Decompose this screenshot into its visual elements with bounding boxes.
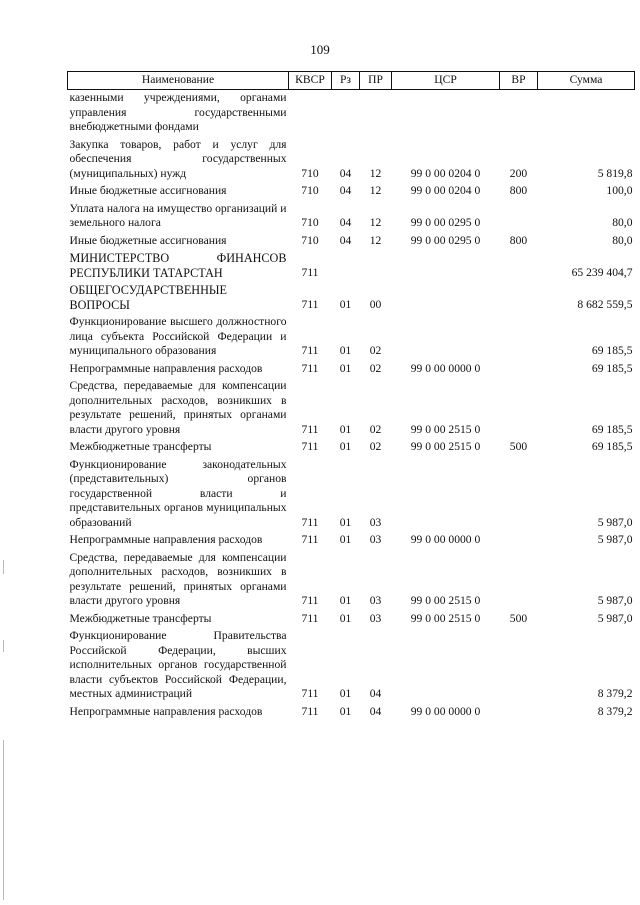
- pr-cell: 02: [369, 361, 382, 375]
- kvsr-cell: 711: [301, 704, 319, 718]
- pr-cell: 12: [369, 166, 382, 180]
- row-name-cell: Иные бюджетные ассигнования: [69, 184, 227, 197]
- scan-edge-mark: [3, 740, 4, 900]
- vr-cell: [500, 457, 538, 533]
- rz-cell: 01: [339, 440, 352, 453]
- vr-cell: 800: [509, 184, 528, 197]
- budget-table: [67, 71, 635, 721]
- pr-cell: 12: [369, 233, 382, 247]
- table-row: [68, 457, 635, 533]
- row-name-cell: Межбюджетные трансферты: [69, 440, 212, 453]
- table-row: [68, 90, 635, 137]
- rz-cell: 01: [339, 515, 352, 529]
- pr-cell: 02: [369, 422, 382, 436]
- csr-cell: 99 0 00 0000 0: [410, 704, 481, 718]
- column-header-rz: Рз: [332, 72, 360, 90]
- vr-cell: [500, 314, 538, 361]
- vr-cell: 500: [509, 440, 528, 453]
- vr-cell: [500, 90, 538, 137]
- rz-cell: [332, 250, 360, 282]
- table-row: [68, 201, 635, 233]
- csr-cell: 99 0 00 2515 0: [410, 611, 481, 625]
- sum-cell: 69 185,5: [591, 344, 633, 357]
- vr-cell: [500, 282, 538, 314]
- vr-cell: [500, 532, 538, 550]
- pr-cell: 04: [369, 704, 382, 718]
- table-row: [68, 137, 635, 184]
- kvsr-cell: 710: [301, 216, 319, 229]
- kvsr-cell: 711: [301, 611, 319, 625]
- kvsr-cell: 711: [301, 265, 319, 279]
- rz-cell: 04: [339, 166, 352, 180]
- sum-cell: 100,0: [606, 184, 633, 197]
- csr-cell: 99 0 00 2515 0: [410, 422, 481, 436]
- row-name-cell: Средства, передаваемые для компенсации дополнительных расходов, возникших в результате решений, принятых органами власти другого уровня: [69, 379, 287, 436]
- kvsr-cell: [289, 90, 332, 137]
- row-name-cell: Иные бюджетные ассигнования: [69, 233, 227, 247]
- kvsr-cell: 710: [301, 233, 319, 247]
- rz-cell: 04: [339, 184, 352, 197]
- csr-cell: 99 0 00 0000 0: [410, 361, 481, 375]
- vr-cell: [500, 201, 538, 233]
- kvsr-cell: 711: [301, 422, 319, 436]
- table-row: [68, 233, 635, 251]
- sum-cell: 80,0: [612, 233, 633, 247]
- table-row: [68, 550, 635, 611]
- pr-cell: 00: [369, 297, 382, 311]
- rz-cell: 01: [339, 687, 352, 700]
- table-row: [68, 183, 635, 201]
- row-name-cell: Непрограммные направления расходов: [69, 533, 263, 546]
- table-body: [68, 90, 635, 722]
- sum-cell: 80,0: [612, 216, 633, 229]
- csr-cell: 99 0 00 0204 0: [410, 184, 481, 197]
- rz-cell: 01: [339, 361, 352, 375]
- scan-edge-mark: [3, 640, 4, 652]
- table-row: [68, 532, 635, 550]
- vr-cell: 200: [509, 166, 528, 180]
- pr-cell: 03: [369, 515, 382, 529]
- column-header-csr: ЦСР: [392, 72, 500, 90]
- kvsr-cell: 711: [301, 344, 319, 357]
- row-name-cell: Функционирование законодательных (представительных) органов государственной власти и представительных органов муниципальных образований: [69, 457, 287, 529]
- rz-cell: 01: [339, 297, 352, 311]
- vr-cell: [500, 628, 538, 704]
- sum-cell: 5 987,0: [597, 594, 633, 607]
- pr-cell: [360, 90, 392, 137]
- sum-cell: 8 379,2: [597, 687, 633, 700]
- rz-cell: [332, 90, 360, 137]
- row-name-cell: Функционирование Правительства Российской Федерации, высших исполнительных органов государственной власти субъектов Российской Федерации, местных администраций: [69, 629, 287, 700]
- vr-cell: [500, 250, 538, 282]
- csr-cell: 99 0 00 0204 0: [410, 166, 481, 180]
- column-header-sum: Сумма: [538, 72, 635, 90]
- pr-cell: 03: [369, 611, 382, 625]
- csr-cell: 99 0 00 2515 0: [410, 594, 481, 607]
- kvsr-cell: 711: [301, 594, 319, 607]
- csr-cell: [392, 314, 500, 361]
- rz-cell: 01: [339, 533, 352, 546]
- csr-cell: [392, 457, 500, 533]
- vr-cell: 500: [509, 611, 528, 625]
- row-name-cell: казенными учреждениями, органами управления государственными внебюджетными фондами: [69, 91, 287, 133]
- sum-cell: 69 185,5: [591, 361, 633, 375]
- csr-cell: [392, 250, 500, 282]
- table-row: [68, 282, 635, 314]
- vr-cell: 800: [509, 233, 528, 247]
- vr-cell: [500, 361, 538, 379]
- column-header-vr: ВР: [500, 72, 538, 90]
- sum-cell: [538, 90, 635, 137]
- pr-cell: 04: [369, 687, 382, 700]
- kvsr-cell: 711: [301, 687, 319, 700]
- csr-cell: [392, 90, 500, 137]
- row-name-cell: ОБЩЕГОСУДАРСТВЕННЫЕ ВОПРОСЫ: [69, 283, 227, 312]
- column-header-name: Наименование: [68, 72, 289, 90]
- rz-cell: 01: [339, 594, 352, 607]
- scan-edge-mark: [3, 560, 4, 574]
- row-name-cell: МИНИСТЕРСТВО ФИНАНСОВ РЕСПУБЛИКИ ТАТАРСТАН: [69, 251, 287, 280]
- rz-cell: 01: [339, 422, 352, 436]
- row-name-cell: Уплата налога на имущество организаций и земельного налога: [69, 201, 287, 229]
- pr-cell: 03: [369, 594, 382, 607]
- row-name-cell: Закупка товаров, работ и услуг для обеспечения государственных (муниципальных) нужд: [69, 137, 287, 180]
- table-row: [68, 704, 635, 722]
- pr-cell: 03: [369, 533, 382, 546]
- kvsr-cell: 710: [301, 166, 319, 180]
- sum-cell: 65 239 404,7: [571, 265, 633, 279]
- table-row: [68, 250, 635, 282]
- sum-cell: 5 987,0: [597, 611, 633, 625]
- vr-cell: [500, 704, 538, 722]
- page-number: 109: [310, 42, 330, 57]
- column-header-pr: ПР: [360, 72, 392, 90]
- sum-cell: 69 185,5: [591, 422, 633, 436]
- kvsr-cell: 711: [301, 440, 319, 453]
- kvsr-cell: 711: [301, 533, 319, 546]
- sum-cell: 5 987,0: [597, 515, 633, 529]
- rz-cell: 01: [339, 704, 352, 718]
- pr-cell: 12: [369, 216, 382, 229]
- row-name-cell: Функционирование высшего должностного лица субъекта Российской Федерации и муниципального образования: [69, 315, 287, 357]
- vr-cell: [500, 550, 538, 611]
- rz-cell: 01: [339, 611, 352, 625]
- row-name-cell: Непрограммные направления расходов: [69, 704, 263, 718]
- sum-cell: 5 987,0: [597, 533, 633, 546]
- sum-cell: 8 379,2: [597, 704, 633, 718]
- rz-cell: 01: [339, 344, 352, 357]
- table-row: [68, 439, 635, 457]
- csr-cell: 99 0 00 2515 0: [410, 440, 481, 453]
- sum-cell: 8 682 559,5: [577, 297, 633, 311]
- pr-cell: 02: [369, 344, 382, 357]
- row-name-cell: Межбюджетные трансферты: [69, 611, 212, 625]
- csr-cell: [392, 628, 500, 704]
- table-header-row: [68, 72, 635, 90]
- table-row: [68, 628, 635, 704]
- rz-cell: 04: [339, 233, 352, 247]
- kvsr-cell: 711: [301, 297, 319, 311]
- csr-cell: 99 0 00 0000 0: [410, 533, 481, 546]
- pr-cell: 12: [369, 184, 382, 197]
- table-row: [68, 361, 635, 379]
- csr-cell: [392, 282, 500, 314]
- row-name-cell: Средства, передаваемые для компенсации дополнительных расходов, возникших в результате решений, принятых органами власти другого уровня: [69, 550, 287, 607]
- rz-cell: 04: [339, 216, 352, 229]
- table-row: [68, 378, 635, 439]
- vr-cell: [500, 378, 538, 439]
- kvsr-cell: 710: [301, 184, 319, 197]
- csr-cell: 99 0 00 0295 0: [410, 216, 481, 229]
- csr-cell: 99 0 00 0295 0: [410, 233, 481, 247]
- row-name-cell: Непрограммные направления расходов: [69, 361, 263, 375]
- sum-cell: 69 185,5: [591, 440, 633, 453]
- table-row: [68, 314, 635, 361]
- pr-cell: 02: [369, 440, 382, 453]
- pr-cell: [360, 250, 392, 282]
- kvsr-cell: 711: [301, 361, 319, 375]
- sum-cell: 5 819,8: [597, 166, 633, 180]
- kvsr-cell: 711: [301, 515, 319, 529]
- table-row: [68, 611, 635, 629]
- column-header-kvsr: КВСР: [289, 72, 332, 90]
